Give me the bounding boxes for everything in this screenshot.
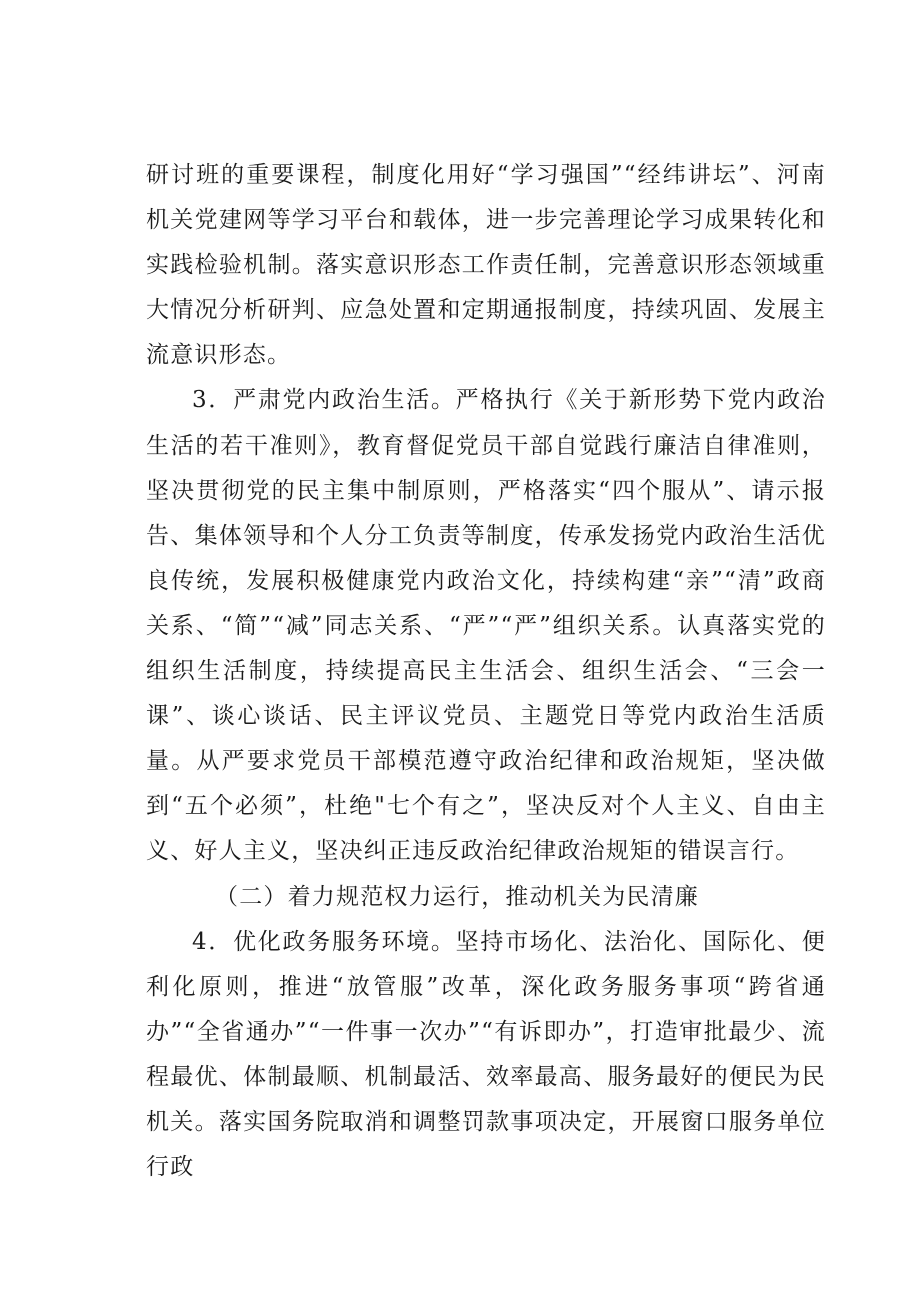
paragraph-continuation: 研讨班的重要课程，制度化用好“学习强国”“经纬讲坛”、河南机关党建网等学习平台和载体，进一步完善理论学习成果转化和实践检验机制。落实意识形态工作责任制，完善意识形态领域重大情况分析研判、应急处置和定期通报制度，持续巩固、发展主流意识形态。 xyxy=(146,162,826,369)
paragraph-item-3: 3．严肃党内政治生活。严格执行《关于新形势下党内政治生活的若干准则》，教育督促党员干部自觉践行廉洁自律准则，坚决贯彻党的民主集中制原则，严格落实“四个服从”、请示报告、集体领导和个人分工负责等制度，传承发扬党内政治生活优良传统，发展积极健康党内政治文化，持续构建“亲”“清”政商关系、“简”“减”同志关系、“严”“严”组织关系。认真落实党的组织生活制度，持续提高民主生活会、组织生活会、“三会一课”、谈心谈话、民主评议党员、主题党日等党内政治生活质量。从严要求党员干部模范遵守政治纪律和政治规矩，坚决做到“五个必须”，杜绝"七个有之”，坚决反对个人主义、自由主义、好人主义，坚决纠正违反政治纪律政治规矩的错误言行。 xyxy=(146,387,826,865)
document-body xyxy=(146,153,826,1190)
section-heading-2: （二）着力规范权力运行，推动机关为民清廉 xyxy=(215,883,699,910)
paragraph-item-4: 4．优化政务服务环境。坚持市场化、法治化、国际化、便利化原则，推进“放管服”改革，深化政务服务事项“跨省通办”“全省通办”“一件事一次办”“有诉即办”，打造审批最少、流程最优、体制最顺、机制最活、效率最高、服务最好的便民为民机关。落实国务院取消和调整罚款事项决定，开展窗口服务单位行政 xyxy=(146,928,826,1181)
